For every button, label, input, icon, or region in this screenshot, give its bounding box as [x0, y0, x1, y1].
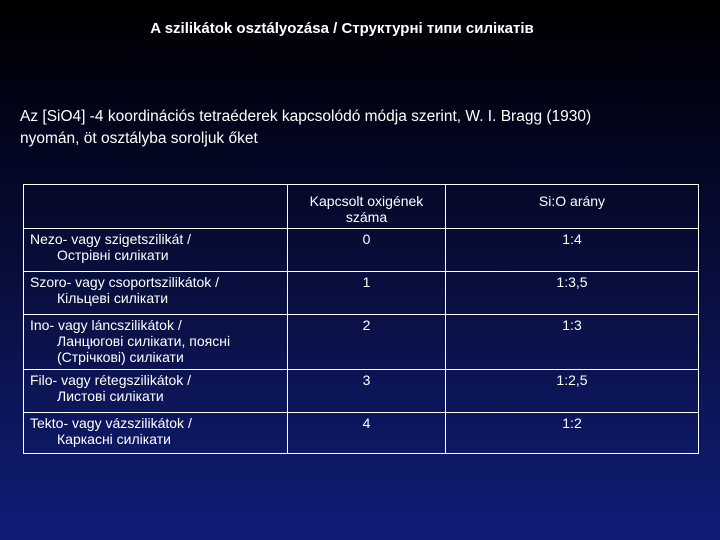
oxygen-count: 2: [288, 315, 446, 370]
header-empty-cell: [24, 185, 288, 229]
si-o-ratio: 1:3,5: [446, 272, 699, 315]
class-name-ukrainian: Острівні силікати: [57, 247, 169, 263]
table-row: [24, 315, 699, 370]
oxygen-count: 4: [288, 413, 446, 454]
intro-text: [20, 106, 700, 150]
silicate-classification-table: [23, 184, 699, 454]
class-name-ukrainian-cont: (Стрічкові) силікати: [57, 349, 184, 365]
table-row: [24, 272, 699, 315]
class-name: Filo- vagy rétegszilikátok /: [30, 372, 192, 388]
oxygen-count: 0: [288, 229, 446, 272]
row-name-cell: [24, 413, 288, 454]
class-name-ukrainian: Каркасні силікати: [57, 431, 171, 447]
table-header-row: [24, 185, 699, 229]
row-name-cell: [24, 229, 288, 272]
si-o-ratio: 1:4: [446, 229, 699, 272]
row-name-cell: [24, 272, 288, 315]
intro-line-2: nyomán, öt osztályba soroljuk őket: [20, 130, 258, 147]
class-name-ukrainian: Листові силікати: [57, 388, 164, 404]
class-name-ukrainian: Кільцеві силікати: [57, 290, 169, 306]
row-name-cell: [24, 315, 288, 370]
si-o-ratio: 1:2: [446, 413, 699, 454]
class-name-ukrainian: Ланцюгові силікати, поясні: [57, 333, 231, 349]
class-name: Nezo- vagy szigetszilikát /: [30, 231, 192, 247]
class-name: Szoro- vagy csoportszilikátok /: [30, 274, 220, 290]
class-name: Ino- vagy láncszilikátok /: [30, 317, 182, 333]
table-row: [24, 370, 699, 413]
table-row: [24, 413, 699, 454]
si-o-ratio: 1:3: [446, 315, 699, 370]
intro-line-1: Az [SiO4] -4 koordinációs tetraéderek kapcsolódó módja szerint, W. I. Bragg (1930): [20, 108, 592, 125]
table-row: [24, 229, 699, 272]
oxygen-count: 1: [288, 272, 446, 315]
row-name-cell: [24, 370, 288, 413]
header-si-o-ratio: Si:O arány: [446, 185, 699, 229]
header-linked-oxygens: Kapcsolt oxigének száma: [288, 185, 446, 229]
oxygen-count: 3: [288, 370, 446, 413]
class-name: Tekto- vagy vázszilikátok /: [30, 415, 192, 431]
slide-title: A szilikátok osztályozása / Структурні типи силікатів: [150, 20, 534, 37]
si-o-ratio: 1:2,5: [446, 370, 699, 413]
